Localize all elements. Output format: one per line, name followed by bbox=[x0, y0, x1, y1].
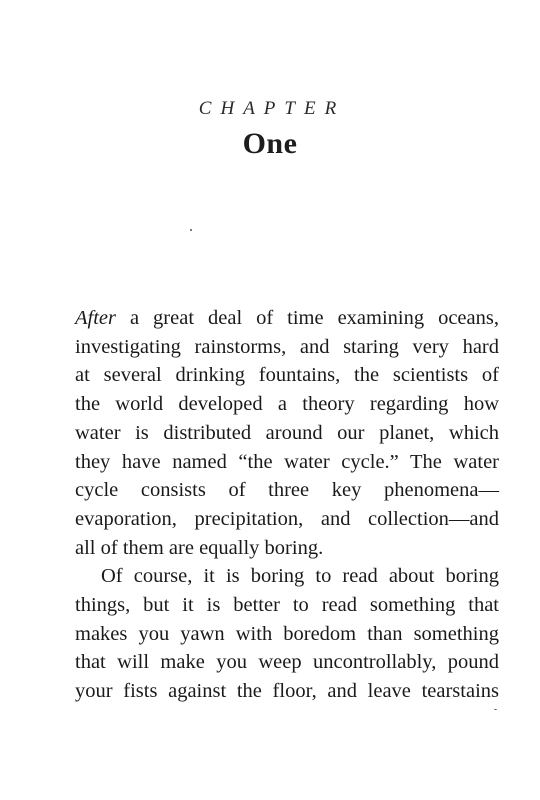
paper-speck bbox=[494, 709, 497, 710]
text-line: the world developed a theory regarding how bbox=[75, 393, 499, 416]
text-line-content: a great deal of time examining oceans, bbox=[116, 307, 499, 329]
text-line: your fists against the floor, and leave tearstains bbox=[75, 680, 499, 703]
text-line: things, but it is better to read something that bbox=[75, 594, 499, 617]
text-line: they have named “the water cycle.” The water bbox=[75, 450, 499, 473]
chapter-number: One bbox=[242, 127, 298, 160]
text-line: evaporation, precipitation, and collection—and bbox=[75, 507, 499, 530]
paragraph-2 bbox=[75, 562, 499, 706]
paragraph-1 bbox=[75, 304, 499, 562]
text-line: at several drinking fountains, the scientists of bbox=[75, 364, 499, 387]
text-line: makes you yawn with boredom than something bbox=[75, 622, 499, 645]
text-line bbox=[75, 304, 499, 333]
text-line: that will make you weep uncontrollably, pound bbox=[75, 651, 499, 674]
text-line: water is distributed around our planet, which bbox=[75, 421, 499, 444]
text-line: all of them are equally boring. bbox=[75, 536, 324, 559]
lead-word: After bbox=[75, 307, 116, 329]
chapter-label: CHAPTER bbox=[198, 98, 346, 119]
text-line: Of course, it is boring to read about boring bbox=[101, 565, 499, 588]
text-line: investigating rainstorms, and staring very hard bbox=[75, 335, 499, 358]
paper-speck bbox=[190, 229, 192, 231]
text-line: cycle consists of three key phenomena— bbox=[75, 479, 499, 502]
chapter-body-text bbox=[75, 304, 499, 706]
